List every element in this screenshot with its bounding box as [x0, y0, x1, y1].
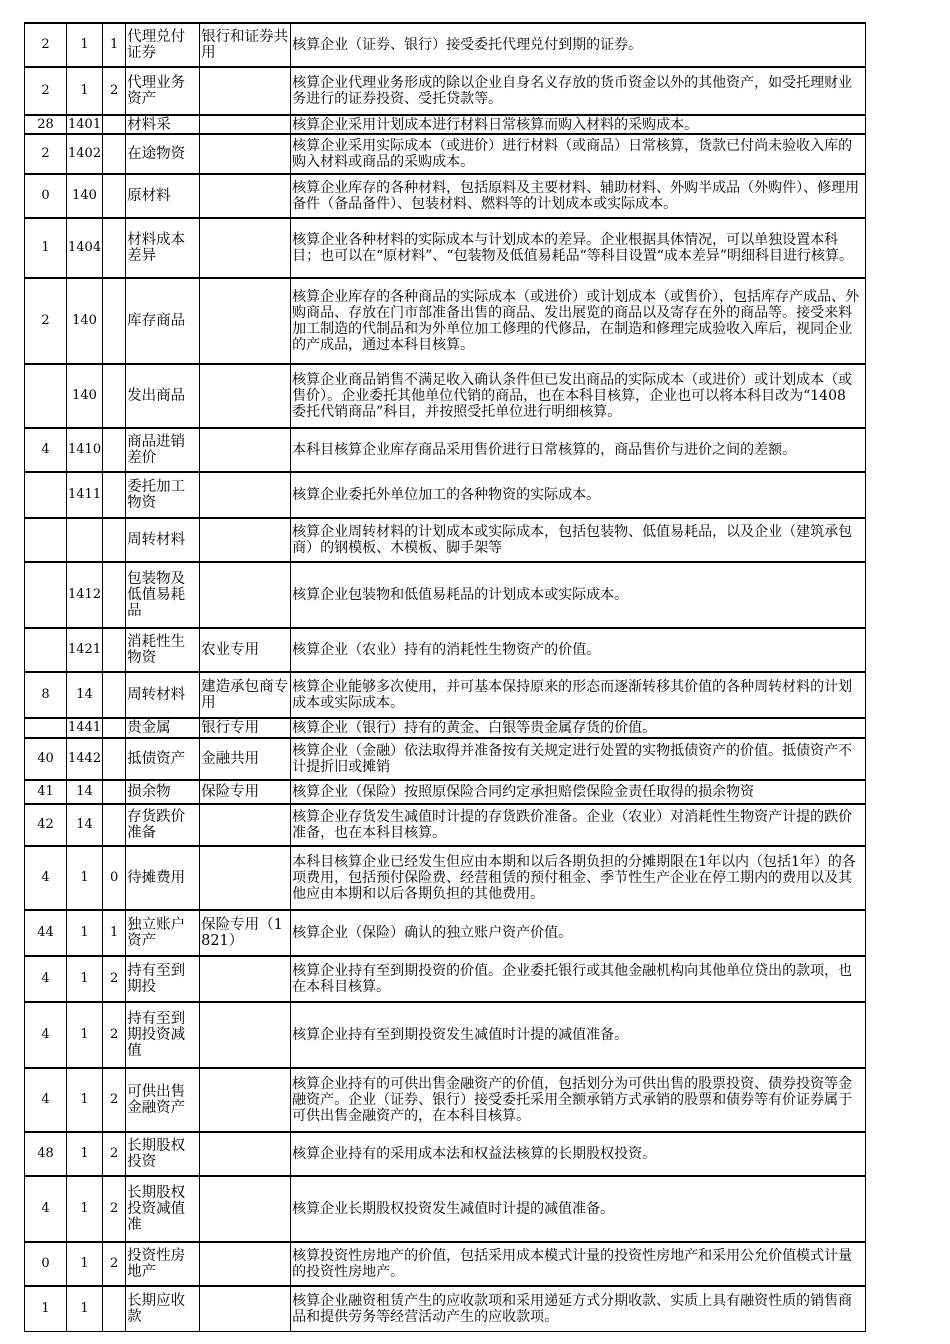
code-part-2: 14	[67, 780, 103, 804]
code-part-1: 4	[25, 1002, 67, 1068]
code-part-3: 1	[103, 23, 126, 67]
account-name: 委托加工物资	[126, 472, 200, 518]
code-part-2: 1410	[67, 428, 103, 472]
account-name: 长期应收款	[126, 1286, 200, 1332]
account-scope: 建造承包商专用	[200, 672, 291, 718]
account-description: 核算企业存货发生减值时计提的存货跌价准备。企业（农业）对消耗性生物资产计提的跌价准备，也在本科目核算。	[291, 804, 866, 846]
table-row	[25, 1176, 866, 1242]
code-part-1: 42	[25, 804, 67, 846]
code-part-3: 2	[103, 1242, 126, 1286]
code-part-1: 4	[25, 1176, 67, 1242]
code-part-2: 1	[67, 23, 103, 67]
table-row	[25, 910, 866, 956]
code-part-1: 4	[25, 846, 67, 910]
account-scope	[200, 562, 291, 628]
account-scope	[200, 804, 291, 846]
table-row	[25, 628, 866, 672]
table-row	[25, 428, 866, 472]
account-scope	[200, 1176, 291, 1242]
code-part-3	[103, 738, 126, 780]
code-part-3	[103, 218, 126, 278]
code-part-2: 140	[67, 364, 103, 428]
table-row	[25, 115, 866, 134]
account-description: 核算企业长期股权投资发生减值时计提的减值准备。	[291, 1176, 866, 1242]
code-part-2	[67, 518, 103, 562]
account-scope: 银行专用	[200, 718, 291, 738]
account-description: 核算企业（证券、银行）接受委托代理兑付到期的证券。	[291, 23, 866, 67]
code-part-2: 1412	[67, 562, 103, 628]
account-name: 发出商品	[126, 364, 200, 428]
table-row	[25, 364, 866, 428]
account-scope	[200, 846, 291, 910]
table-row	[25, 218, 866, 278]
account-scope: 银行和证券共用	[200, 23, 291, 67]
account-scope	[200, 1286, 291, 1332]
account-name: 长期股权投资减值准	[126, 1176, 200, 1242]
code-part-3	[103, 472, 126, 518]
account-description: 核算企业商品销售不满足收入确认条件但已发出商品的实际成本（或进价）或计划成本（或售价）。企业委托其他单位代销的商品，也在本科目核算，企业也可以将本科目改为“1408 委托代销商品”科目，并按照受托单位进行明细核算。	[291, 364, 866, 428]
account-description: 核算企业（金融）依法取得并准备按有关规定进行处置的实物抵债资产的价值。抵债资产不计提折旧或摊销	[291, 738, 866, 780]
code-part-3	[103, 428, 126, 472]
code-part-2: 14	[67, 804, 103, 846]
code-part-2: 1	[67, 846, 103, 910]
table-row	[25, 672, 866, 718]
code-part-1	[25, 364, 67, 428]
account-description: 核算企业委托外单位加工的各种物资的实际成本。	[291, 472, 866, 518]
code-part-1: 4	[25, 1068, 67, 1132]
table-row	[25, 1068, 866, 1132]
account-description: 核算投资性房地产的价值，包括采用成本模式计量的投资性房地产和采用公允价值模式计量的投资性房地产。	[291, 1242, 866, 1286]
code-part-1	[25, 518, 67, 562]
account-description: 核算企业能够多次使用，并可基本保持原来的形态而逐渐转移其价值的各种周转材料的计划成本或实际成本。	[291, 672, 866, 718]
account-scope	[200, 518, 291, 562]
code-part-3: 2	[103, 1068, 126, 1132]
account-description: 核算企业采用实际成本（或进价）进行材料（或商品）日常核算，货款已付尚未验收入库的购入材料或商品的采购成本。	[291, 134, 866, 174]
account-description: 核算企业（农业）持有的消耗性生物资产的价值。	[291, 628, 866, 672]
code-part-1: 44	[25, 910, 67, 956]
account-name: 存货跌价准备	[126, 804, 200, 846]
code-part-2: 1	[67, 1286, 103, 1332]
code-part-1: 0	[25, 1242, 67, 1286]
code-part-3: 1	[103, 910, 126, 956]
code-part-1: 0	[25, 174, 67, 218]
account-scope	[200, 174, 291, 218]
account-name: 待摊费用	[126, 846, 200, 910]
account-description: 核算企业持有的采用成本法和权益法核算的长期股权投资。	[291, 1132, 866, 1176]
code-part-2: 1442	[67, 738, 103, 780]
account-scope	[200, 364, 291, 428]
code-part-3	[103, 278, 126, 364]
account-name: 代理业务资产	[126, 67, 200, 115]
table-row	[25, 1286, 866, 1332]
account-name: 抵债资产	[126, 738, 200, 780]
code-part-3	[103, 780, 126, 804]
code-part-1: 1	[25, 1286, 67, 1332]
code-part-3	[103, 518, 126, 562]
account-description: 核算企业融资租赁产生的应收款项和采用递延方式分期收款、实质上具有融资性质的销售商品和提供劳务等经营活动产生的应收款项。	[291, 1286, 866, 1332]
code-part-1	[25, 718, 67, 738]
account-name: 可供出售金融资产	[126, 1068, 200, 1132]
account-description: 核算企业（保险）按照原保险合同约定承担赔偿保险金责任取得的损余物资	[291, 780, 866, 804]
code-part-2: 1	[67, 1068, 103, 1132]
table-row	[25, 518, 866, 562]
code-part-2: 140	[67, 278, 103, 364]
account-description: 核算企业周转材料的计划成本或实际成本，包括包装物、低值易耗品，以及企业（建筑承包商）的钢模板、木模板、脚手架等	[291, 518, 866, 562]
account-description: 核算企业库存的各种商品的实际成本（或进价）或计划成本（或售价），包括库存产成品、外购商品、存放在门市部准备出售的商品、发出展览的商品以及寄存在外的商品等。接受来料加工制造的代制品和为外单位加工修理的代修品，在制造和修理完成验收入库后，视同企业的产成品，通过本科目核算。	[291, 278, 866, 364]
account-name: 材料采	[126, 115, 200, 134]
account-name: 贵金属	[126, 718, 200, 738]
account-description: 核算企业代理业务形成的除以企业自身名义存放的货币资金以外的其他资产，如受托理财业务进行的证券投资、受托贷款等。	[291, 67, 866, 115]
code-part-2: 1402	[67, 134, 103, 174]
code-part-3: 2	[103, 1132, 126, 1176]
code-part-2: 1	[67, 1176, 103, 1242]
code-part-1: 28	[25, 115, 67, 134]
code-part-3: 2	[103, 1176, 126, 1242]
code-part-3	[103, 628, 126, 672]
code-part-1: 40	[25, 738, 67, 780]
code-part-1: 2	[25, 278, 67, 364]
table-row	[25, 278, 866, 364]
code-part-1: 2	[25, 23, 67, 67]
account-name: 独立账户资产	[126, 910, 200, 956]
code-part-1: 8	[25, 672, 67, 718]
account-scope	[200, 115, 291, 134]
account-description: 核算企业采用计划成本进行材料日常核算而购入材料的采购成本。	[291, 115, 866, 134]
code-part-2: 1	[67, 1002, 103, 1068]
account-name: 商品进销差价	[126, 428, 200, 472]
code-part-1	[25, 562, 67, 628]
account-name: 持有至到期投资减值	[126, 1002, 200, 1068]
code-part-3	[103, 134, 126, 174]
code-part-3: 2	[103, 1002, 126, 1068]
account-description: 核算企业包装物和低值易耗品的计划成本或实际成本。	[291, 562, 866, 628]
account-name: 持有至到期投	[126, 956, 200, 1002]
account-scope	[200, 278, 291, 364]
code-part-3	[103, 115, 126, 134]
table-row	[25, 804, 866, 846]
account-name: 损余物	[126, 780, 200, 804]
account-description: 核算企业各种材料的实际成本与计划成本的差异。企业根据具体情况，可以单独设置本科目；也可以在“原材料”、“包装物及低值易耗品“等科目设置“成本差异”明细科目进行核算。	[291, 218, 866, 278]
table-row	[25, 780, 866, 804]
account-scope	[200, 218, 291, 278]
table-row	[25, 1242, 866, 1286]
table-row	[25, 67, 866, 115]
code-part-3	[103, 804, 126, 846]
account-description: 核算企业（银行）持有的黄金、白银等贵金属存货的价值。	[291, 718, 866, 738]
code-part-2: 1401	[67, 115, 103, 134]
code-part-1: 4	[25, 428, 67, 472]
account-name: 代理兑付证券	[126, 23, 200, 67]
code-part-1: 4	[25, 956, 67, 1002]
account-name: 包装物及低值易耗品	[126, 562, 200, 628]
code-part-3	[103, 1286, 126, 1332]
account-name: 长期股权投资	[126, 1132, 200, 1176]
table-row	[25, 562, 866, 628]
accounts-table	[24, 22, 866, 1332]
code-part-2: 1	[67, 1132, 103, 1176]
table-row	[25, 472, 866, 518]
account-description: 核算企业持有至到期投资的价值。企业委托银行或其他金融机构向其他单位贷出的款项，也在本科目核算。	[291, 956, 866, 1002]
account-scope: 保险专用（1821）	[200, 910, 291, 956]
code-part-1: 1	[25, 218, 67, 278]
account-description: 核算企业持有的可供出售金融资产的价值，包括划分为可供出售的股票投资、债券投资等金融资产。企业（证券、银行）接受委托采用全额承销方式承销的股票和债券等有价证券属于可供出售金融资产的，在本科目核算。	[291, 1068, 866, 1132]
account-scope	[200, 1242, 291, 1286]
account-name: 在途物资	[126, 134, 200, 174]
account-scope: 保险专用	[200, 780, 291, 804]
code-part-2: 1	[67, 956, 103, 1002]
table-row	[25, 23, 866, 67]
account-scope	[200, 134, 291, 174]
code-part-2: 1	[67, 910, 103, 956]
account-scope	[200, 956, 291, 1002]
code-part-3	[103, 364, 126, 428]
code-part-1: 2	[25, 67, 67, 115]
table-row	[25, 956, 866, 1002]
account-description: 本科目核算企业已经发生但应由本期和以后各期负担的分摊期限在1年以内（包括1年）的各项费用，包括预付保险费、经营租赁的预付租金、季节性生产企业在停工期内的费用以及其他应由本期和以后各期负担的其他费用。	[291, 846, 866, 910]
account-name: 周转材料	[126, 672, 200, 718]
table-row	[25, 846, 866, 910]
account-name: 消耗性生物资	[126, 628, 200, 672]
account-scope	[200, 1068, 291, 1132]
code-part-2: 1	[67, 1242, 103, 1286]
code-part-1: 41	[25, 780, 67, 804]
code-part-3: 2	[103, 67, 126, 115]
account-name: 原材料	[126, 174, 200, 218]
account-scope: 农业专用	[200, 628, 291, 672]
code-part-2: 1421	[67, 628, 103, 672]
account-scope	[200, 428, 291, 472]
code-part-3	[103, 174, 126, 218]
account-name: 投资性房地产	[126, 1242, 200, 1286]
code-part-3	[103, 672, 126, 718]
code-part-1	[25, 472, 67, 518]
code-part-2: 1	[67, 67, 103, 115]
code-part-3	[103, 718, 126, 738]
code-part-1	[25, 628, 67, 672]
code-part-3: 2	[103, 956, 126, 1002]
code-part-2: 1441	[67, 718, 103, 738]
code-part-2: 14	[67, 672, 103, 718]
code-part-3: 0	[103, 846, 126, 910]
table-row	[25, 174, 866, 218]
table-row	[25, 1132, 866, 1176]
code-part-2: 1404	[67, 218, 103, 278]
code-part-1: 2	[25, 134, 67, 174]
account-name: 库存商品	[126, 278, 200, 364]
code-part-3	[103, 562, 126, 628]
account-description: 本科目核算企业库存商品采用售价进行日常核算的，商品售价与进价之间的差额。	[291, 428, 866, 472]
code-part-1: 48	[25, 1132, 67, 1176]
account-description: 核算企业库存的各种材料，包括原料及主要材料、辅助材料、外购半成品（外购件）、修理用备件（备品备件）、包装材料、燃料等的计划成本或实际成本。	[291, 174, 866, 218]
account-scope	[200, 1002, 291, 1068]
account-scope	[200, 1132, 291, 1176]
table-row	[25, 134, 866, 174]
account-description: 核算企业（保险）确认的独立账户资产价值。	[291, 910, 866, 956]
code-part-2: 140	[67, 174, 103, 218]
account-scope: 金融共用	[200, 738, 291, 780]
account-description: 核算企业持有至到期投资发生减值时计提的减值准备。	[291, 1002, 866, 1068]
account-name: 周转材料	[126, 518, 200, 562]
account-scope	[200, 67, 291, 115]
account-name: 材料成本差异	[126, 218, 200, 278]
table-row	[25, 738, 866, 780]
account-scope	[200, 472, 291, 518]
table-row	[25, 718, 866, 738]
table-row	[25, 1002, 866, 1068]
code-part-2: 1411	[67, 472, 103, 518]
